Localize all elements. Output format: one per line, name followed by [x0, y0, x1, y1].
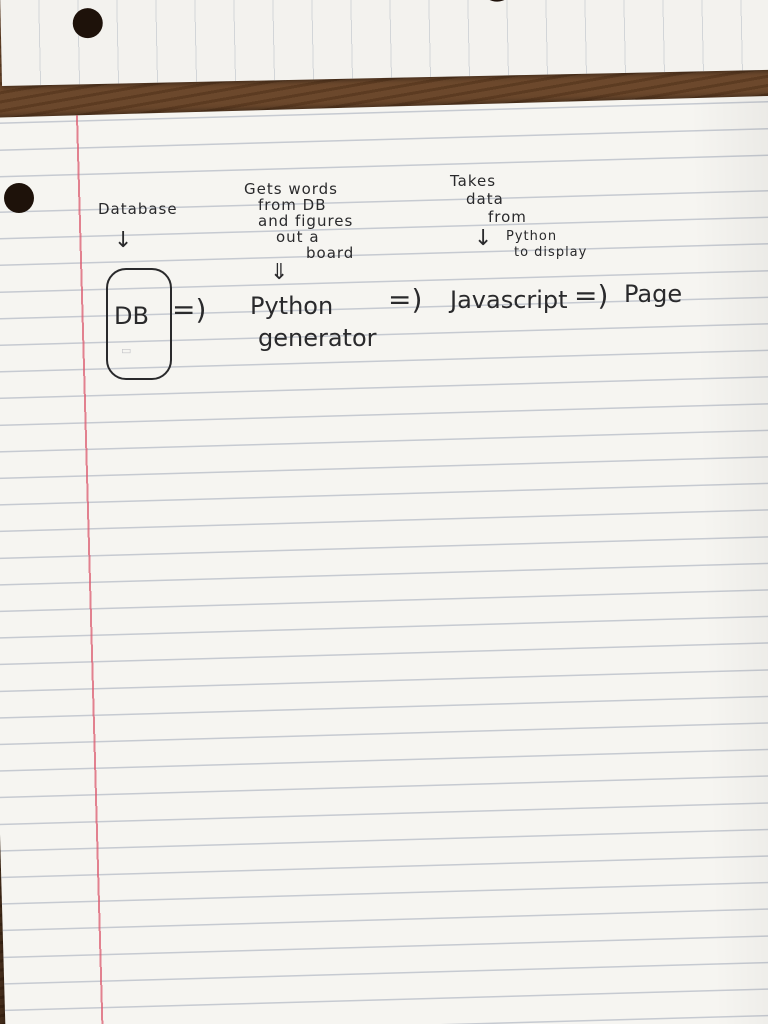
javascript-label: Javascript: [450, 286, 568, 314]
db-box-label: DB: [114, 302, 149, 330]
double-arrow-down-icon: ⇓: [270, 260, 289, 285]
arrow-down-icon: ↓: [114, 228, 133, 253]
arrow-down-icon: ↓: [474, 226, 493, 251]
python-box-line: Python: [250, 292, 334, 320]
arrow-right-icon: =): [388, 283, 423, 316]
faint-scribble: ▭: [121, 344, 132, 357]
binder-hole: [72, 8, 103, 39]
page-label: Page: [624, 280, 683, 308]
sheet-edge-shade: [690, 96, 768, 1024]
binder-hole: [484, 0, 510, 2]
arrow-right-icon: =): [574, 279, 609, 312]
python-note-line: Gets words: [244, 180, 339, 198]
python-note-line: from DB: [258, 196, 327, 214]
database-label: Database: [98, 200, 178, 218]
python-note-line: board: [306, 244, 355, 262]
arrow-right-icon: =): [172, 293, 207, 326]
python-box-line: generator: [258, 324, 377, 352]
binder-hole: [4, 183, 34, 213]
js-note-line: Takes: [450, 172, 497, 190]
js-note-line: data: [466, 190, 504, 208]
top-paper-sheet: [0, 0, 768, 86]
python-note-line: and figures: [258, 212, 354, 230]
js-note-line: to display: [514, 245, 588, 260]
js-note-line: Python: [506, 229, 558, 244]
js-note-line: from: [488, 208, 527, 226]
python-note-line: out a: [276, 228, 320, 246]
